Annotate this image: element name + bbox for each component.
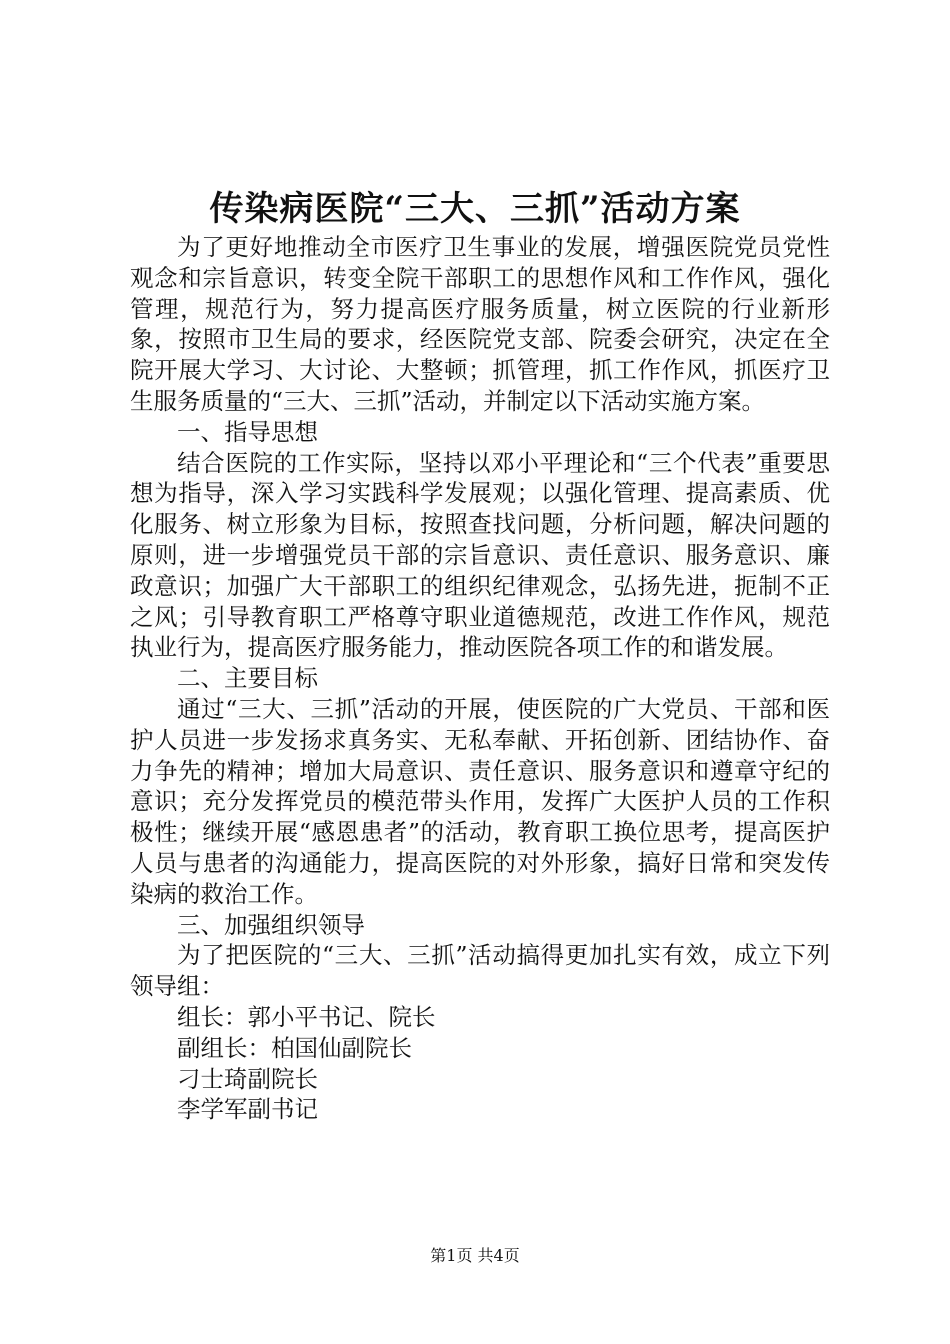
section-heading-guiding-thought: 一、指导思想 <box>177 417 318 446</box>
section-heading-main-goals: 二、主要目标 <box>177 664 318 693</box>
page-number-footer: 第1页 共4页 <box>430 1246 520 1265</box>
leadership-paragraph: 为了把医院的“三大、三抓”活动搞得更加扎实有效，成立下列领导组： <box>130 941 830 1001</box>
document-body <box>130 232 830 1125</box>
leader-group-member: 李学军副书记 <box>177 1095 318 1124</box>
leader-group-member: 刁士琦副院长 <box>177 1064 318 1093</box>
guiding-thought-paragraph: 结合医院的工作实际，坚持以邓小平理论和“三个代表”重要思想为指导，深入学习实践科学发展观；以强化管理、提高素质、优化服务、树立形象为目标，按照查找问题，分析问题，解决问题的原则，进一步增强党员干部的宗旨意识、责任意识、服务意识、廉政意识；加强广大干部职工的组织纪律观念，弘扬先进，扼制不正之风；引导教育职工严格尊守职业道德规范，改进工作作风，规范执业行为，提高医疗服务能力，推动医院各项工作的和谐发展。 <box>130 448 830 662</box>
document-title: 传染病医院“三大、三抓”活动方案 <box>209 189 741 229</box>
leader-group-deputy: 副组长：柏国仙副院长 <box>177 1033 412 1062</box>
leader-group-head: 组长：郭小平书记、院长 <box>177 1002 436 1031</box>
main-goals-paragraph: 通过“三大、三抓”活动的开展，使医院的广大党员、干部和医护人员进一步发扬求真务实、无私奉献、开拓创新、团结协作、奋力争先的精神；增加大局意识、责任意识、服务意识和遵章守纪的意识；充分发挥党员的模范带头作用，发挥广大医护人员的工作积极性；继续开展“感恩患者”的活动，教育职工换位思考，提高医护人员与患者的沟通能力，提高医院的对外形象，搞好日常和突发传染病的救治工作。 <box>130 694 830 908</box>
intro-paragraph: 为了更好地推动全市医疗卫生事业的发展，增强医院党员党性观念和宗旨意识，转变全院干部职工的思想作风和工作作风，强化管理，规范行为，努力提高医疗服务质量，树立医院的行业新形象，按照市卫生局的要求，经医院党支部、院委会研究，决定在全院开展大学习、大讨论、大整顿；抓管理，抓工作作风，抓医疗卫生服务质量的“三大、三抓”活动，并制定以下活动实施方案。 <box>130 233 830 415</box>
section-heading-leadership: 三、加强组织领导 <box>177 910 365 939</box>
